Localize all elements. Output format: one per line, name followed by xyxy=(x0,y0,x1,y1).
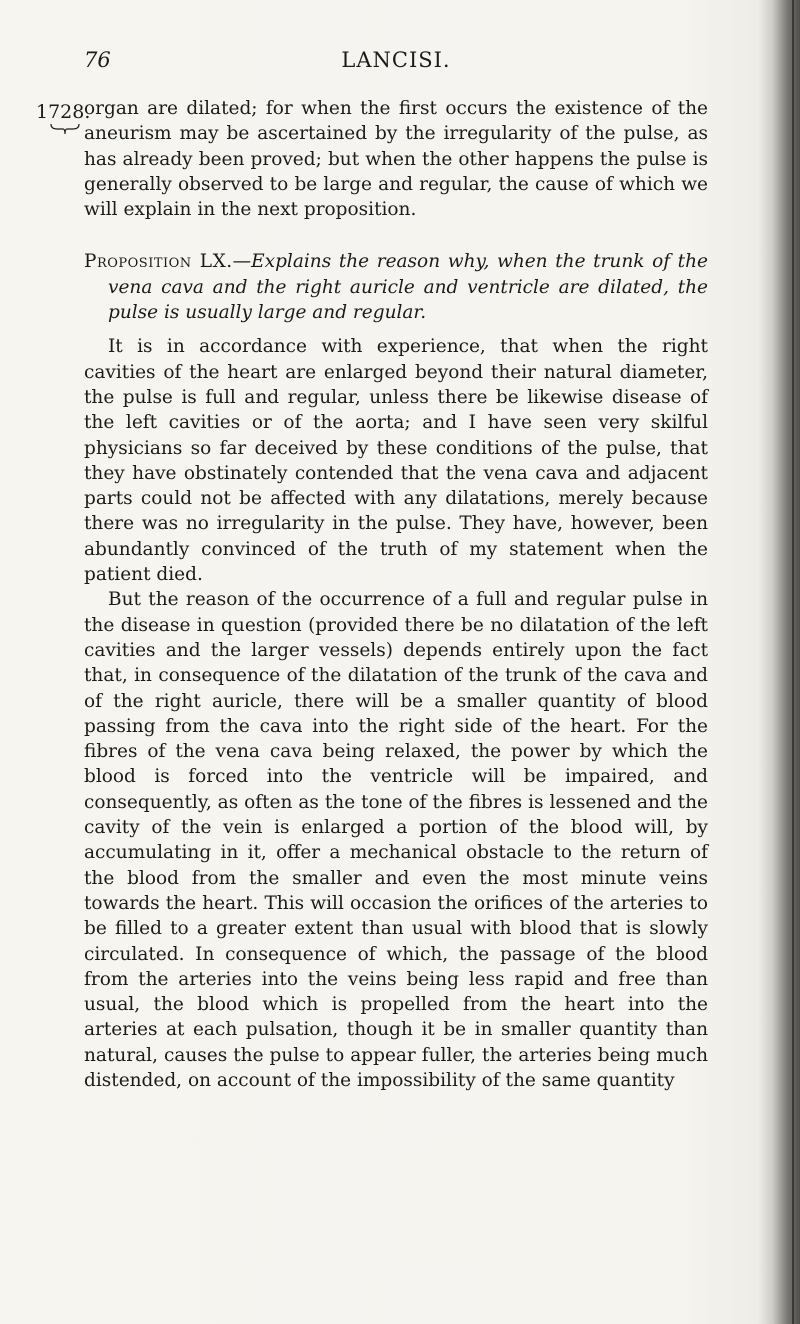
body-text xyxy=(84,96,708,1093)
proposition-dash: — xyxy=(232,251,252,273)
running-head: LANCISI. xyxy=(341,48,451,72)
paragraph-continuation: organ are dilated; for when the first occurs the existence of the aneurism may be ascertained by the irregularity of the pulse, as has already been proved; but when the other happens the pulse is generally observed to be large and regular, the cause of which we will explain in the next proposition. xyxy=(84,98,708,221)
page-header xyxy=(84,48,708,78)
margin-year: 1728. xyxy=(36,101,91,123)
paragraph-experience: It is in accordance with experience, that when the right cavities of the heart are enlarged beyond their natural diameter, the pulse is full and regular, unless there be likewise disease of the left cavities or of the aorta; and I have seen very skilful physicians so far deceived by these conditions of the pulse, that they have obstinately contended that the vena cava and adjacent parts could not be affected with any dilatations, merely because there was no irregularity in the pulse. They have, however, been abundantly convinced of the truth of my statement when the patient died. xyxy=(84,336,708,586)
margin-brace-icon xyxy=(50,122,80,136)
proposition-title: Explains the reason why, when the trunk of the vena cava and the right auricle and ventricle are dilated, the pulse is usually large and regular. xyxy=(108,251,708,324)
page-edge-line xyxy=(792,0,794,1324)
paragraph-reason: But the reason of the occurrence of a full and regular pulse in the disease in question (provided there be no dilatation of the left cavities and the larger vessels) depends entirely upon the fact that, in consequence of the dilatation of the trunk of the cava and of the right auricle, there will be a smaller quantity of blood passing from the cava into the right side of the heart. For the fibres of the vena cava being relaxed, the power by which the blood is forced into the ventricle will be impaired, and consequently, as often as the tone of the fibres is lessened and the cavity of the vein is enlarged a portion of the blood will, by accumulating in it, offer a mechanical obstacle to the return of the blood from the smaller and even the most minute veins towards the heart. This will occasion the orifices of the arteries to be filled to a greater extent than usual with blood that is slowly circulated. In consequence of which, the passage of the blood from the arteries into the veins being less rapid and free than usual, the blood which is propelled from the heart into the arteries at each pulsation, though it be in smaller quantity than natural, causes the pulse to appear fuller, the arteries being much distended, on account of the impossibility of the same quantity xyxy=(84,589,708,1091)
page-number: 76 xyxy=(84,48,111,72)
proposition-label: Proposition LX. xyxy=(84,251,233,273)
spacer xyxy=(84,222,708,249)
proposition-heading xyxy=(84,249,708,325)
